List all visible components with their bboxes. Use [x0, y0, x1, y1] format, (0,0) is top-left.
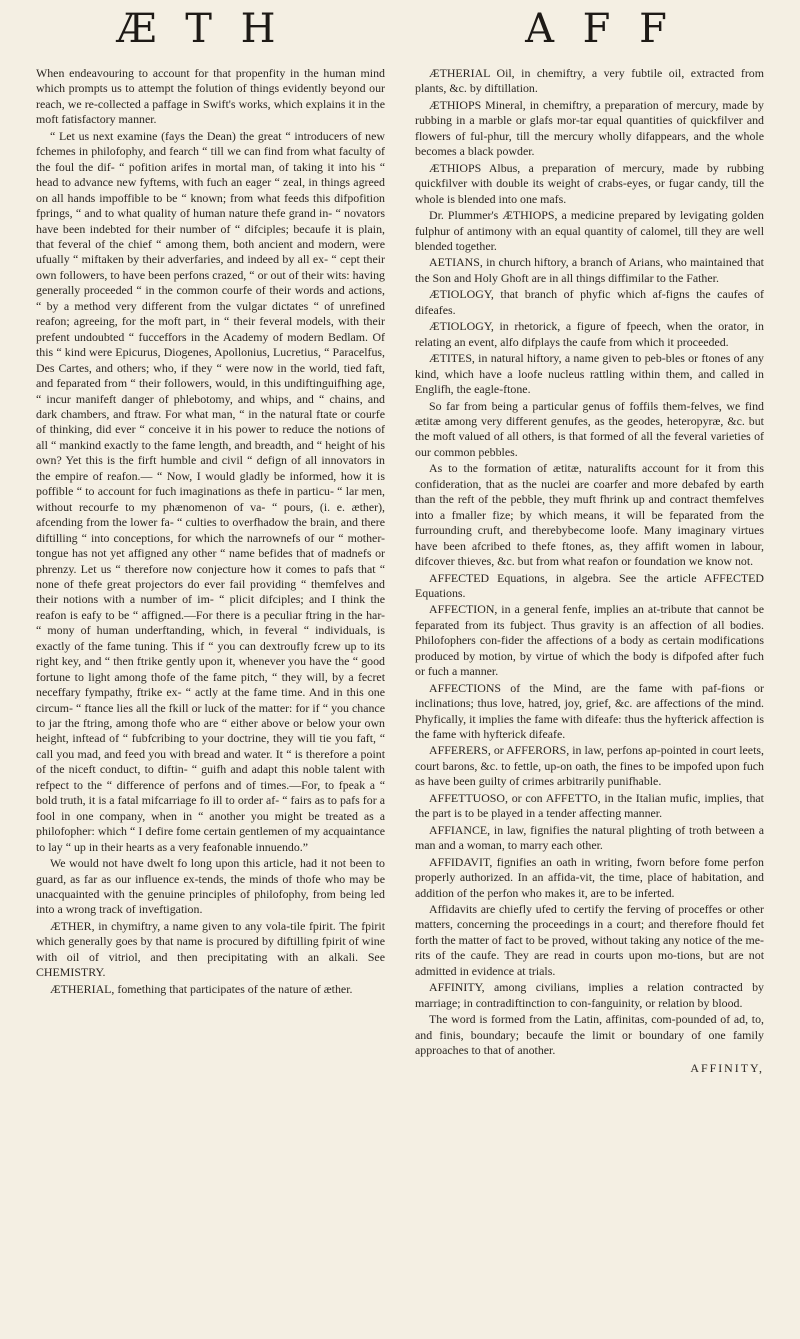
entry: AFFIANCE, in law, fignifies the natural plighting of troth between a man and a woman, to marry each other.	[415, 822, 764, 853]
paragraph: So far from being a particular genus of foffils them-felves, we find ætitæ among very different genufes, as the geodes, heteropyræ, &c. but the moft valued of all others, is that formed of all the feveral varieties of our common pebbles.	[415, 398, 764, 459]
paragraph: When endeavouring to account for that propenfity in the human mind which prompts us to attempt the folution of things evidently beyond our reach, we re-collected a paffage in Swift's works, which explains it in the moft fatisfactory manner.	[36, 66, 385, 127]
entry: ÆTHERIAL Oil, in chemiftry, a very fubtile oil, extracted from plants, &c. by diftillation.	[415, 66, 764, 96]
entry: AETIANS, in church hiftory, a branch of Arians, who maintained that the Son and Holy Ghoft are in all things diffimilar to the Father.	[415, 255, 764, 285]
entry: AFFECTIONS of the Mind, are the fame with paf-fions or inclinations; thus love, hatred, joy, grief, &c. are affections of the mind. Phyfically, it implies the fame with difeafe: thus the hyfterick affection is the fame with hyfterick difeafe.	[415, 680, 764, 742]
running-head-left: Æ T H	[116, 6, 284, 52]
entry: AFFINITY, among civilians, implies a relation contracted by marriage; in contradiftinction to con-fanguinity, or relation by blood.	[415, 980, 764, 1010]
entry: AFFETTUOSO, or con AFFETTO, in the Italian mufic, implies, that the part is to be played in a tender affecting manner.	[415, 790, 764, 821]
entry: ÆTIOLOGY, that branch of phyfic which af-figns the caufes of difeafes.	[415, 287, 764, 317]
paragraph: The word is formed from the Latin, affinitas, com-pounded of ad, to, and finis, boundary; becaufe the limit or boundary of one family approaches to that of another.	[415, 1012, 764, 1058]
entry: ÆTHIOPS Mineral, in chemiftry, a preparation of mercury, made by rubbing in a marble or glafs mor-tar equal quantities of quickfilver and flowers of ful-phur, till the mercury wholly difappears, and the whole becomes a black powder.	[415, 97, 764, 159]
paragraph: As to the formation of ætitæ, naturalifts account for it from this confideration, that as the nuclei are coarfer and more debafed by earth than the reft of the pebble, they muft fhrink up and contract themfelves into a fmaller fize; by which means, it will be feparated from the furrounding cruft, and therebybecome loofe. Many imaginary virtues have been afcribed to thefe ftones, as, they affift women in labour, difcover thieves, &c. but from what reafon or foundation we know not.	[415, 461, 764, 569]
running-head	[0, 6, 800, 62]
left-column	[36, 66, 385, 1328]
entry: ÆTITES, in natural hiftory, a name given to peb-bles or ftones of any kind, which have a loofe nucleus rattling within them, and called in Englifh, the eagle-ftone.	[415, 351, 764, 397]
entry: ÆTHIOPS Albus, a preparation of mercury, made by rubbing quickfilver with double its weight of crabs-eyes, or fugar candy, till the whole is blended into one mafs.	[415, 160, 764, 206]
paragraph: Affidavits are chiefly ufed to certify the ferving of proceffes or other matters, concerning the proceedings in a court; and therefore fhould fet forth the matter of fact to be proved, without taking any notice of the me-rits of the caufe. They are read in courts upon mo-tions, but are not admitted in evidence at trials.	[415, 902, 764, 978]
entry: Dr. Plummer's ÆTHIOPS, a medicine prepared by levigating golden fulphur of antimony with an equal quantity of calomel, till they are well blended together.	[415, 208, 764, 253]
entry: AFFERERS, or AFFERORS, in law, perfons ap-pointed in court leets, court barons, &c. to fettle, up-on oath, the fines to be impofed upon fuch as have been guilty of crimes arbitrarily punifhable.	[415, 743, 764, 789]
entry-aether: ÆTHER, in chymiftry, a name given to any vola-tile fpirit. The fpirit which generally goes by that name is procured by diftilling fpirit of wine with oil of vitriol, and then precipitating with an alkali. See CHEMISTRY.	[36, 918, 385, 980]
entry: AFFECTED Equations, in algebra. See the article AFFECTED Equations.	[415, 570, 764, 600]
paragraph: We would not have dwelt fo long upon this article, had it not been to guard, as far as our influence ex-tends, the minds of thofe who may be unacquainted with the genuine principles of philofophy, from being led into a wrong track of inveftigation.	[36, 856, 385, 917]
text-columns	[36, 66, 764, 1328]
catchword: AFFINITY,	[690, 1060, 764, 1075]
entry: AFFIDAVIT, fignifies an oath in writing, fworn before fome perfon properly authorized. In an affida-vit, the time, place of habitation, and addition of the perfon who makes it, are to be inferted.	[415, 854, 764, 900]
swift-quotation: “ Let us next examine (fays the Dean) the great “ introducers of new fchemes in philofophy, and fearch “ till we can find from what faculty of the foul the dif- “ pofition arifes in mortal man, of taking it into his “ head to advance new fyftems, with fuch an eager “ zeal, in things agreed on all hands impoffible to be “ known; from what feeds this difpofition fprings, “ and to what quality of human nature thefe grand in- “ novators have been indebted for their number of “ difciples; becaufe it is plain, that feveral of the chief “ among them, both ancient and modern, were ufually “ miftaken by their adverfaries, and indeed by all ex- “ cept their own followers, to have been perfons crazed, “ or out of their wits: having generally proceeded “ in the common courfe of their words and actions, “ by a method very different from the vulgar dictates “ of unrefined reafon; agreeing, for the moft part, in “ their feveral models, with their prefent undoubted “ fucceffors in the Academy of modern Bedlam. Of this “ kind were Epicurus, Diogenes, Apollonius, Lucretius, “ Paracelfus, Des Cartes, and others; who, if they “ were now in the world, tied faft, and feparated from “ their followers, would, in this undiftinguifhing age, “ incur manifeft danger of phlebotomy, and whips, and “ chains, and dark chambers, and ftraw. For what man, “ in the natural ftate or courfe of thinking, did ever “ conceive it in his power to reduce the notions of all “ mankind exactly to the fame length, and breadth, and “ height of his own? Yet this is the firft humble and civil “ defign of all innovators in the empire of reafon.— “ Now, I would gladly be informed, how it is poffible “ to account for fuch imaginations as thefe in particu- “ lar men, without recourfe to my phænomenon of va- “ pours, (i. e. æther), afcending from the lower fa- “ culties to overfhadow the brain, and there diftilling “ into conceptions, for which the narrownefs of our “ mother-tongue has not yet affigned any other “ name befides that of madnefs or phrenzy. Let us “ therefore now conjecture how it comes to pafs that “ none of thefe great projectors do ever fail providing “ themfelves and their notions with a number of im- “ plicit difciples; and I think the reafon is eafy to be “ affigned.—For there is a peculiar ftring in the har- “ mony of human underftanding, which, in feveral “ individuals, is exactly of the fame tuning. This if “ you can dextroufly fcrew up to its right key, and “ then ftrike gently upon it, whenever you have the “ good fortune to light among thofe of the fame pitch, “ they will, by a fecret neceffary fympathy, ftrike ex- “ actly at the fame time. And in this one circum- “ ftance lies all the fkill or luck of the matter: for if “ you chance to jar the ftring, among thofe who are “ either above or below your own height, inftead of “ fubfcribing to your doctrine, they will tie you faft, “ call you mad, and feed you with bread and water. It “ is therefore a point of the niceft conduct, to diftin- “ guifh and adapt this noble talent with refpect to the “ difference of perfons and of times.—For, to fpeak a “ bold truth, it is a fatal mifcarriage fo ill to order af- “ fairs as to pafs for a fool in one company, when in “ another you might be treated as a philofopher: which “ I defire fome certain gentlemen of my acquaintance to lay “ up in their hearts as a very feafonable innuendo.”	[36, 128, 385, 854]
entry: AFFECTION, in a general fenfe, implies an at-tribute that cannot be feparated from its fubject. Thus gravity is an affection of all bodies. Philofophers con-fider the affections of a body as certain modifications produced by motion, by virtue of which the body is difpofed after fuch or fuch a manner.	[415, 602, 764, 679]
entry-aetherial: ÆTHERIAL, fomething that participates of the nature of æther.	[50, 981, 353, 996]
right-column	[415, 66, 764, 1328]
running-head-right: A F F	[525, 6, 675, 52]
entry: ÆTIOLOGY, in rhetorick, a figure of fpeech, when the orator, in relating an event, alfo difplays the caufe from which it proceeded.	[415, 319, 764, 349]
